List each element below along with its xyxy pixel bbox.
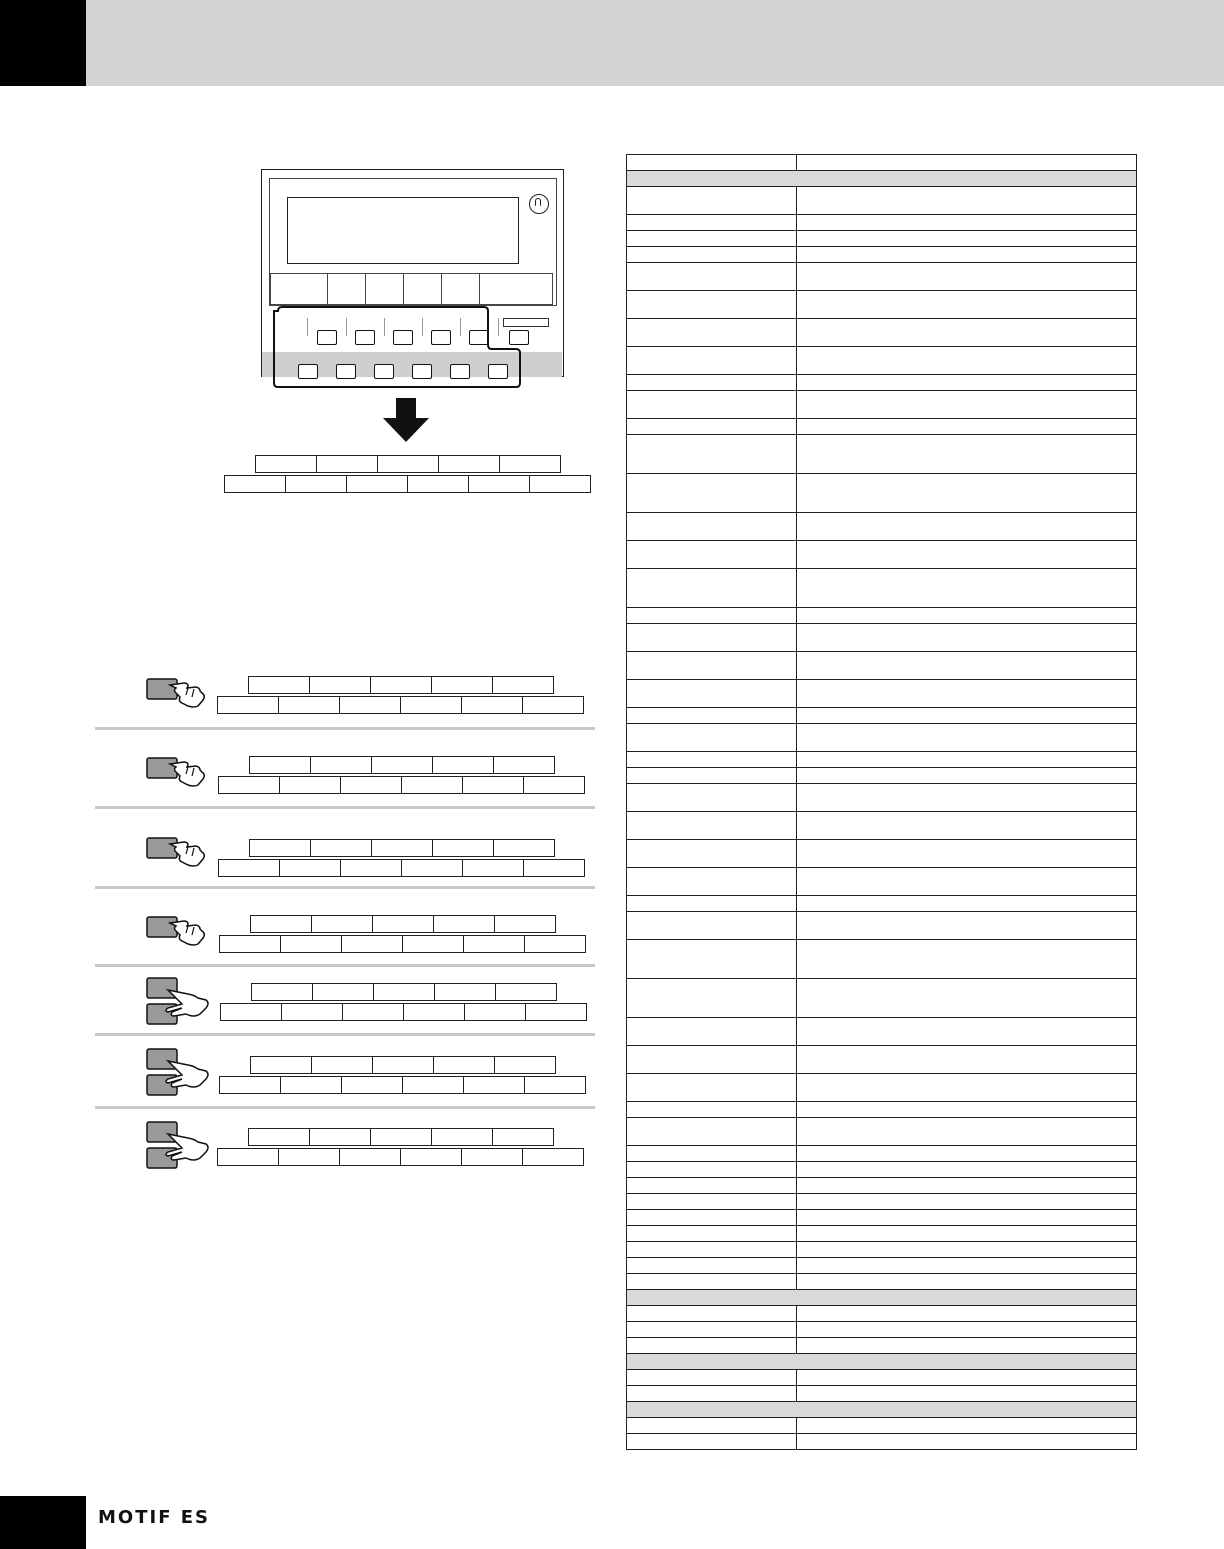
lower-tab-cell xyxy=(341,1076,403,1094)
upper-tab-cell xyxy=(316,455,378,473)
parameter-name-cell xyxy=(627,569,797,608)
lower-tab-cell xyxy=(218,859,280,877)
lower-tab-cell xyxy=(525,1003,587,1021)
parameter-name-cell xyxy=(627,784,797,812)
lower-tab-cell xyxy=(407,475,469,493)
parameter-description-cell xyxy=(797,1386,1137,1402)
table-row xyxy=(627,1338,1137,1354)
table-row xyxy=(627,1074,1137,1102)
upper-tab-cell xyxy=(371,756,433,774)
section-cell xyxy=(627,171,1137,187)
hand-pressing-one-button-icon xyxy=(146,832,208,868)
table-row xyxy=(627,569,1137,608)
lower-tab-cell xyxy=(464,1003,526,1021)
parameter-description-cell xyxy=(797,896,1137,912)
parameter-name-cell xyxy=(627,347,797,375)
lower-tab-cell xyxy=(402,1076,464,1094)
table-row xyxy=(627,1258,1137,1274)
button-group-outline xyxy=(262,305,524,389)
parameter-name-cell xyxy=(627,680,797,708)
parameter-name-cell xyxy=(627,513,797,541)
table-row xyxy=(627,291,1137,319)
lower-tab-cell xyxy=(529,475,591,493)
lower-tab-cell xyxy=(339,696,401,714)
lower-tab-cell xyxy=(524,1076,586,1094)
lower-tab-cell xyxy=(402,935,464,953)
parameter-description-cell xyxy=(797,215,1137,231)
lower-tab-cell xyxy=(342,1003,404,1021)
section-divider xyxy=(95,964,595,967)
table-row xyxy=(627,1194,1137,1210)
table-section-row xyxy=(627,1290,1137,1306)
lower-tab-cell xyxy=(463,935,525,953)
table-row xyxy=(627,231,1137,247)
table-row xyxy=(627,247,1137,263)
parameter-description-cell xyxy=(797,1074,1137,1102)
parameter-name-cell xyxy=(627,768,797,784)
lower-tab-cell xyxy=(463,1076,525,1094)
table-row xyxy=(627,187,1137,215)
table-row xyxy=(627,1434,1137,1450)
section-divider xyxy=(95,727,595,730)
parameter-name-cell xyxy=(627,708,797,724)
table-row xyxy=(627,215,1137,231)
lower-tab-cell xyxy=(279,859,341,877)
parameter-name-cell xyxy=(627,840,797,868)
upper-tab-cell xyxy=(371,839,433,857)
upper-tab-cell xyxy=(499,455,561,473)
upper-tab-cell xyxy=(309,1128,371,1146)
upper-tab-cell xyxy=(434,983,496,1001)
parameter-name-cell xyxy=(627,624,797,652)
lower-tab-cell xyxy=(462,776,524,794)
parameter-description-cell xyxy=(797,680,1137,708)
parameter-description-cell xyxy=(797,1046,1137,1074)
parameter-description-cell xyxy=(797,375,1137,391)
lower-tab-cell xyxy=(401,776,463,794)
hand-pressing-two-buttons-icon xyxy=(146,1120,212,1172)
upper-tab-cell xyxy=(377,455,439,473)
parameter-description-cell xyxy=(797,187,1137,215)
parameter-name-cell xyxy=(627,1162,797,1178)
table-row xyxy=(627,513,1137,541)
parameter-name-cell xyxy=(627,1322,797,1338)
parameter-name-cell xyxy=(627,1046,797,1074)
table-row xyxy=(627,752,1137,768)
upper-tab-cell xyxy=(370,1128,432,1146)
lower-tab-cell xyxy=(219,935,281,953)
parameter-name-cell xyxy=(627,187,797,215)
lower-tab-cell xyxy=(279,776,341,794)
upper-tab-cell xyxy=(431,1128,493,1146)
parameter-description-cell xyxy=(797,1418,1137,1434)
parameter-description-cell xyxy=(797,724,1137,752)
lower-tab-cell xyxy=(403,1003,465,1021)
parameter-name-cell xyxy=(627,1074,797,1102)
parameter-description-cell xyxy=(797,940,1137,979)
upper-tab-cell xyxy=(372,915,434,933)
lower-tab-cell xyxy=(340,776,402,794)
upper-tab-cell xyxy=(370,676,432,694)
lower-tab-cell xyxy=(278,696,340,714)
table-row xyxy=(627,375,1137,391)
lower-tab-cell xyxy=(523,776,585,794)
parameter-description-cell xyxy=(797,1434,1137,1450)
upper-tab-cell xyxy=(372,1056,434,1074)
section-cell xyxy=(627,1354,1137,1370)
parameter-description-cell xyxy=(797,1242,1137,1258)
upper-tab-cell xyxy=(309,676,371,694)
parameter-name-cell xyxy=(627,375,797,391)
lower-tab-cell xyxy=(280,1076,342,1094)
section-divider xyxy=(95,886,595,889)
table-row xyxy=(627,435,1137,474)
header-band xyxy=(0,0,1224,86)
parameter-description-cell xyxy=(797,1306,1137,1322)
table-row xyxy=(627,1210,1137,1226)
lower-tab-cell xyxy=(401,859,463,877)
section-cell xyxy=(627,1290,1137,1306)
lcd-screen xyxy=(287,197,519,264)
hand-pressing-one-button-icon xyxy=(146,911,208,947)
table-row xyxy=(627,1242,1137,1258)
lower-tab-cell xyxy=(218,776,280,794)
table-section-row xyxy=(627,171,1137,187)
lower-tab-cell xyxy=(285,475,347,493)
lower-tab-cell xyxy=(224,475,286,493)
parameter-table xyxy=(626,154,1137,1450)
upper-tab-cell xyxy=(493,839,555,857)
lower-tab-cell xyxy=(217,1148,279,1166)
down-arrow-icon xyxy=(383,398,429,442)
lower-tab-cell xyxy=(522,696,584,714)
parameter-description-cell xyxy=(797,752,1137,768)
upper-tab-cell xyxy=(311,915,373,933)
hand-pressing-one-button-icon xyxy=(146,752,208,788)
lower-tab-cell xyxy=(339,1148,401,1166)
lower-tab-cell xyxy=(400,1148,462,1166)
table-row xyxy=(627,608,1137,624)
parameter-name-cell xyxy=(627,752,797,768)
parameter-description-cell xyxy=(797,868,1137,896)
upper-tab-cell xyxy=(249,839,311,857)
table-row xyxy=(627,868,1137,896)
table-row xyxy=(627,912,1137,940)
section-divider xyxy=(95,806,595,809)
parameter-description-cell xyxy=(797,391,1137,419)
section-divider xyxy=(95,1033,595,1036)
parameter-name-cell xyxy=(627,1306,797,1322)
parameter-description-cell xyxy=(797,1370,1137,1386)
parameter-name-cell xyxy=(627,979,797,1018)
parameter-description-cell xyxy=(797,474,1137,513)
parameter-name-cell xyxy=(627,1226,797,1242)
section-cell xyxy=(627,1402,1137,1418)
table-row xyxy=(627,1274,1137,1290)
table-row xyxy=(627,896,1137,912)
parameter-name-cell xyxy=(627,1102,797,1118)
table-section-row xyxy=(627,1354,1137,1370)
upper-tab-cell xyxy=(251,983,313,1001)
parameter-name-cell xyxy=(627,263,797,291)
upper-tab-cell xyxy=(431,676,493,694)
table-row xyxy=(627,1306,1137,1322)
upper-tab-cell xyxy=(250,1056,312,1074)
parameter-description-cell xyxy=(797,247,1137,263)
parameter-name-cell xyxy=(627,940,797,979)
table-row xyxy=(627,1418,1137,1434)
parameter-description-cell xyxy=(797,231,1137,247)
table-row xyxy=(627,1322,1137,1338)
parameter-name-cell xyxy=(627,1178,797,1194)
parameter-description-cell xyxy=(797,1162,1137,1178)
parameter-description-cell xyxy=(797,1102,1137,1118)
parameter-name-cell xyxy=(627,155,797,171)
parameter-description-cell xyxy=(797,1146,1137,1162)
parameter-name-cell xyxy=(627,291,797,319)
upper-tab-cell xyxy=(255,455,317,473)
parameter-description-cell xyxy=(797,319,1137,347)
upper-tab-cell xyxy=(494,1056,556,1074)
lower-tab-cell xyxy=(524,935,586,953)
table-row xyxy=(627,812,1137,840)
table-section-row xyxy=(627,1402,1137,1418)
table-row xyxy=(627,1046,1137,1074)
lower-tab-cell xyxy=(278,1148,340,1166)
upper-tab-cell xyxy=(492,1128,554,1146)
parameter-name-cell xyxy=(627,1018,797,1046)
lower-tab-cell xyxy=(523,859,585,877)
parameter-name-cell xyxy=(627,1242,797,1258)
table-row xyxy=(627,784,1137,812)
section-divider xyxy=(95,1106,595,1109)
parameter-description-cell xyxy=(797,263,1137,291)
parameter-description-cell xyxy=(797,1226,1137,1242)
upper-tab-cell xyxy=(311,1056,373,1074)
lcd-tab-strip-4 xyxy=(403,273,442,305)
upper-tab-cell xyxy=(432,756,494,774)
table-row xyxy=(627,724,1137,752)
upper-tab-cell xyxy=(250,915,312,933)
parameter-description-cell xyxy=(797,1178,1137,1194)
parameter-description-cell xyxy=(797,912,1137,940)
hand-pressing-one-button-icon xyxy=(146,673,208,709)
parameter-name-cell xyxy=(627,247,797,263)
parameter-description-cell xyxy=(797,1258,1137,1274)
upper-tab-cell xyxy=(495,983,557,1001)
lower-tab-cell xyxy=(281,1003,343,1021)
lower-tab-cell xyxy=(400,696,462,714)
lcd-tab-strip-3 xyxy=(365,273,404,305)
parameter-name-cell xyxy=(627,896,797,912)
brand-logo-mark xyxy=(98,1508,258,1526)
lcd-tab-strip-1 xyxy=(270,273,328,305)
parameter-name-cell xyxy=(627,1258,797,1274)
lower-tab-cell xyxy=(280,935,342,953)
table-row xyxy=(627,1102,1137,1118)
table-row xyxy=(627,1146,1137,1162)
parameter-description-cell xyxy=(797,1338,1137,1354)
parameter-name-cell xyxy=(627,435,797,474)
lower-tab-cell xyxy=(461,696,523,714)
upper-tab-cell xyxy=(438,455,500,473)
parameter-name-cell xyxy=(627,912,797,940)
table-row xyxy=(627,474,1137,513)
table-row xyxy=(627,1178,1137,1194)
parameter-description-cell xyxy=(797,1322,1137,1338)
parameter-name-cell xyxy=(627,724,797,752)
table-row xyxy=(627,391,1137,419)
table-row xyxy=(627,319,1137,347)
parameter-name-cell xyxy=(627,812,797,840)
lcd-tab-strip-5 xyxy=(441,273,480,305)
parameter-description-cell xyxy=(797,1210,1137,1226)
parameter-description-cell xyxy=(797,569,1137,608)
table-row xyxy=(627,1226,1137,1242)
table-row xyxy=(627,840,1137,868)
parameter-name-cell xyxy=(627,319,797,347)
parameter-name-cell xyxy=(627,541,797,569)
footer-page-tab xyxy=(0,1496,86,1549)
hand-pressing-two-buttons-icon xyxy=(146,976,212,1028)
parameter-name-cell xyxy=(627,1386,797,1402)
table-row xyxy=(627,708,1137,724)
upper-tab-cell xyxy=(432,839,494,857)
parameter-name-cell xyxy=(627,1370,797,1386)
parameter-name-cell xyxy=(627,1434,797,1450)
parameter-description-cell xyxy=(797,155,1137,171)
upper-tab-cell xyxy=(433,915,495,933)
lower-tab-cell xyxy=(217,696,279,714)
parameter-description-cell xyxy=(797,1118,1137,1146)
data-dial-icon[interactable] xyxy=(529,194,549,214)
parameter-description-cell xyxy=(797,708,1137,724)
upper-tab-cell xyxy=(373,983,435,1001)
upper-tab-cell xyxy=(493,756,555,774)
parameter-description-cell xyxy=(797,784,1137,812)
parameter-description-cell xyxy=(797,541,1137,569)
parameter-description-cell xyxy=(797,419,1137,435)
upper-tab-cell xyxy=(310,839,372,857)
table-row xyxy=(627,768,1137,784)
parameter-name-cell xyxy=(627,474,797,513)
parameter-description-cell xyxy=(797,513,1137,541)
table-row xyxy=(627,652,1137,680)
parameter-name-cell xyxy=(627,231,797,247)
parameter-description-cell xyxy=(797,1274,1137,1290)
lcd-tab-strip-2 xyxy=(327,273,366,305)
table-row xyxy=(627,263,1137,291)
table-row xyxy=(627,1118,1137,1146)
table-row xyxy=(627,1162,1137,1178)
lower-tab-cell xyxy=(522,1148,584,1166)
table-row xyxy=(627,541,1137,569)
lower-tab-cell xyxy=(219,1076,281,1094)
table-row xyxy=(627,347,1137,375)
lower-tab-cell xyxy=(461,1148,523,1166)
parameter-name-cell xyxy=(627,1146,797,1162)
parameter-description-cell xyxy=(797,291,1137,319)
upper-tab-cell xyxy=(492,676,554,694)
parameter-name-cell xyxy=(627,1274,797,1290)
lower-tab-cell xyxy=(341,935,403,953)
table-row xyxy=(627,680,1137,708)
parameter-description-cell xyxy=(797,812,1137,840)
lower-tab-cell xyxy=(340,859,402,877)
parameter-name-cell xyxy=(627,608,797,624)
motif-es-logo xyxy=(98,1508,258,1531)
upper-tab-cell xyxy=(249,756,311,774)
table-row xyxy=(627,419,1137,435)
parameter-name-cell xyxy=(627,215,797,231)
lower-tab-cell xyxy=(220,1003,282,1021)
table-row xyxy=(627,624,1137,652)
table-row xyxy=(627,1018,1137,1046)
upper-tab-cell xyxy=(248,676,310,694)
parameter-description-cell xyxy=(797,435,1137,474)
parameter-name-cell xyxy=(627,1338,797,1354)
parameter-description-cell xyxy=(797,347,1137,375)
parameter-description-cell xyxy=(797,840,1137,868)
hand-pressing-two-buttons-icon xyxy=(146,1047,212,1099)
parameter-name-cell xyxy=(627,1210,797,1226)
upper-tab-cell xyxy=(312,983,374,1001)
lower-tab-cell xyxy=(468,475,530,493)
parameter-name-cell xyxy=(627,1118,797,1146)
upper-tab-cell xyxy=(310,756,372,774)
header-page-tab xyxy=(0,0,86,86)
parameter-description-cell xyxy=(797,768,1137,784)
parameter-name-cell xyxy=(627,419,797,435)
parameter-description-cell xyxy=(797,608,1137,624)
table-row xyxy=(627,155,1137,171)
upper-tab-cell xyxy=(433,1056,495,1074)
table-row xyxy=(627,1386,1137,1402)
table-row xyxy=(627,979,1137,1018)
parameter-name-cell xyxy=(627,652,797,680)
parameter-name-cell xyxy=(627,391,797,419)
parameter-name-cell xyxy=(627,1418,797,1434)
upper-tab-cell xyxy=(494,915,556,933)
parameter-description-cell xyxy=(797,624,1137,652)
parameter-description-cell xyxy=(797,1194,1137,1210)
parameter-description-cell xyxy=(797,1018,1137,1046)
lower-tab-cell xyxy=(346,475,408,493)
parameter-description-cell xyxy=(797,652,1137,680)
table-row xyxy=(627,1370,1137,1386)
svg-text:MOTIF ES: MOTIF ES xyxy=(98,1508,211,1526)
table-row xyxy=(627,940,1137,979)
parameter-name-cell xyxy=(627,868,797,896)
lower-tab-cell xyxy=(462,859,524,877)
lcd-tab-strip-6 xyxy=(479,273,553,305)
parameter-name-cell xyxy=(627,1194,797,1210)
parameter-description-cell xyxy=(797,979,1137,1018)
upper-tab-cell xyxy=(248,1128,310,1146)
